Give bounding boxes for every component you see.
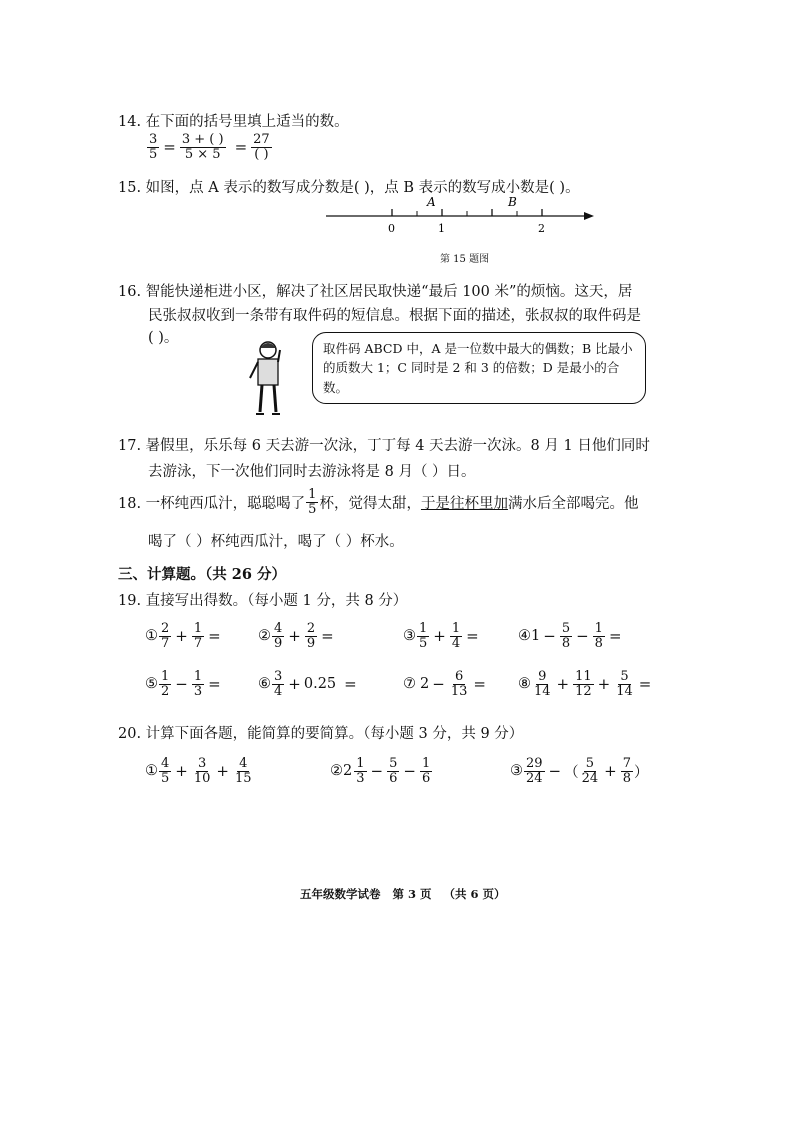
q19-title: 19. 直接写出得数。（每小题 1 分，共 8 分） <box>118 593 408 609</box>
underlined-text: 于是往杯里加 <box>420 495 508 512</box>
q19-item8: ⑧ $\frac{9}{14}$ + $\frac{11}{12}$ + $\frac{5}{14}$ = <box>518 669 652 699</box>
q17-line2: 去游泳，下一次他们同时去游泳将是 8 月（ ）日。 <box>148 464 476 480</box>
tick-label-1: 1 <box>438 222 445 235</box>
fraction: $\frac{3}{5}$ <box>149 132 158 162</box>
section-title: 三、计算题。（共 26 分） <box>118 566 287 583</box>
q15-text: 15. 如图，点 A 表示的数写成分数是( )，点 B 表示的数写成小数是( )。 <box>118 180 580 196</box>
q16-line1: 16. 智能快递柜进小区，解决了社区居民取快递“最后 100 米”的烦恼。这天，居 <box>118 284 633 300</box>
q14-text: 14. 在下面的括号里填上适当的数。 <box>118 114 349 130</box>
q18-line2: 喝了（ ）杯纯西瓜汁，喝了（ ）杯水。 <box>148 534 404 550</box>
bubble-line2: 的质数大 1；C 同时是 2 和 3 的倍数；D 是最小的合数。 <box>323 360 620 395</box>
speech-bubble <box>312 332 646 404</box>
q20-item3: ③ $\frac{29}{24}$ − （ $\frac{5}{24}$ + $\frac{7}{8}$ ） <box>510 756 649 786</box>
tick-label-0: 0 <box>388 222 395 235</box>
q18-line1: 18. 一杯纯西瓜汁，聪聪喝了 $\frac{1}{5}$ 杯，觉得太甜， 于是往杯里加 满水后全部喝完。他 <box>118 487 639 517</box>
label-b: B <box>508 195 517 209</box>
q20-item1: ① $\frac{4}{5}$ + $\frac{3}{10}$ + $\frac{4}{15}$ <box>145 756 252 786</box>
fraction: $\frac{1}{5}$ <box>308 487 317 517</box>
q19-item6: ⑥ $\frac{3}{4}$ + 0.25 = <box>258 669 357 699</box>
arrow-head <box>584 212 594 220</box>
tick-label-2: 2 <box>538 222 545 235</box>
q19-item1: ① $\frac{2}{7}$ + $\frac{1}{7}$ = <box>145 621 221 651</box>
fraction: $\frac{3 + ( )}{5 \times 5}$ <box>181 132 224 162</box>
figure-caption: 第 15 题图 <box>440 254 490 265</box>
q19-item7: ⑦ 2 − $\frac{6}{13}$ = <box>403 669 486 699</box>
q20-item2: ② 2 $\frac{1}{3}$ − $\frac{5}{6}$ − $\frac{1}{6}$ <box>330 756 431 786</box>
q19-item3: ③ $\frac{1}{5}$ + $\frac{1}{4}$ = <box>403 621 479 651</box>
q17-line1: 17. 暑假里，乐乐每 6 天去游一次泳，丁丁每 4 天去游一次泳。8 月 1 日他们同时 <box>118 438 650 454</box>
person-illustration <box>244 338 292 418</box>
number-line <box>322 192 602 238</box>
q16-line2: 民张叔叔收到一条带有取件码的短信息。根据下面的描述，张叔叔的取件码是 <box>148 308 641 324</box>
page-footer: 五年级数学试卷 第 3 页 （共 6 页） <box>300 887 506 901</box>
q19-item4: ④ 1 − $\frac{5}{8}$ − $\frac{1}{8}$ = <box>518 621 622 651</box>
q20-title: 20. 计算下面各题，能简算的要简算。（每小题 3 分，共 9 分） <box>118 726 524 742</box>
bubble-line1: 取件码 ABCD 中，A 是一位数中最大的偶数；B 比最小 <box>323 341 633 356</box>
q14-equation: $\frac{3}{5}$ = $\frac{3 + ( )}{5 \times 5}$ = $\frac{27}{( )}$ <box>149 132 270 162</box>
q16-line3: ( )。 <box>148 330 179 346</box>
label-a: A <box>427 195 436 209</box>
fraction: $\frac{27}{( )}$ <box>253 132 270 162</box>
q19-item5: ⑤ $\frac{1}{2}$ − $\frac{1}{3}$ = <box>145 669 221 699</box>
q19-item2: ② $\frac{4}{9}$ + $\frac{2}{9}$ = <box>258 621 334 651</box>
